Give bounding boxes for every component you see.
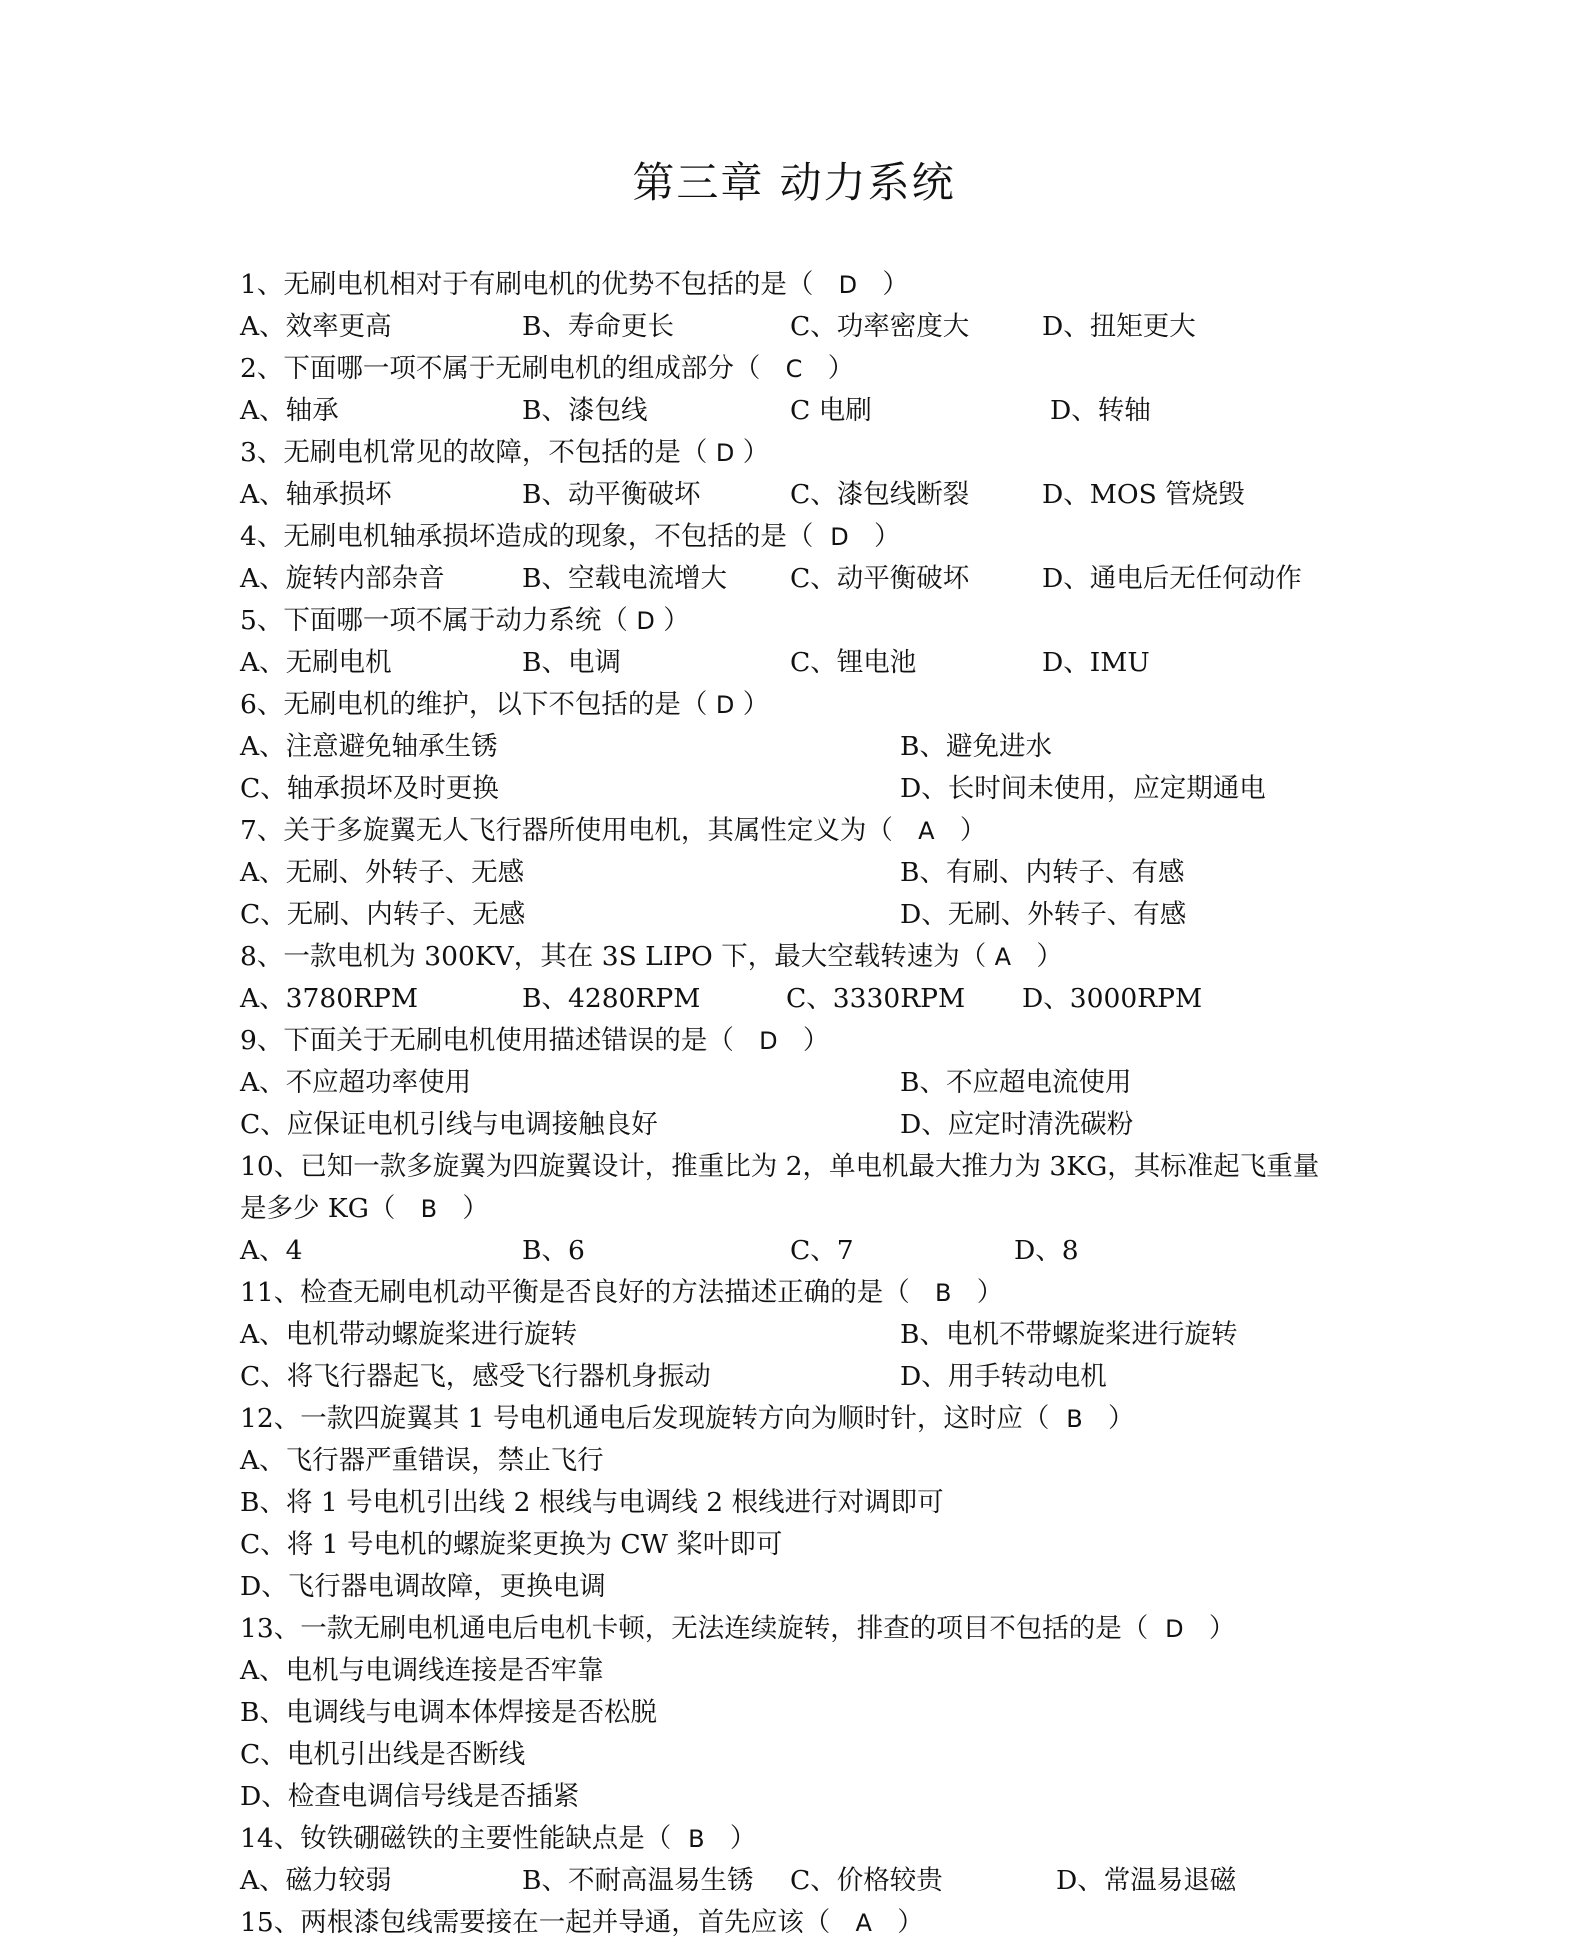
question-text: 1、无刷电机相对于有刷电机的优势不包括的是（ xyxy=(240,269,814,300)
option: B、电调 xyxy=(522,647,621,678)
option: A、无刷、外转子、无感 xyxy=(240,857,525,888)
option: B、漆包线 xyxy=(522,395,648,426)
option: C、价格较贵 xyxy=(790,1865,943,1896)
option: C、将 1 号电机的螺旋桨更换为 CW 桨叶即可 xyxy=(240,1529,783,1560)
option: C、无刷、内转子、无感 xyxy=(240,899,526,930)
option: D、3000RPM xyxy=(1022,983,1203,1014)
option: D、检查电调信号线是否插紧 xyxy=(240,1781,580,1812)
question-text: 6、无刷电机的维护，以下不包括的是（ xyxy=(240,689,708,720)
option: D、MOS 管烧毁 xyxy=(1042,479,1245,510)
close-paren: ） xyxy=(897,1907,924,1938)
answer: A xyxy=(918,817,935,845)
question-2 xyxy=(240,348,854,390)
option: D、无刷、外转子、有感 xyxy=(900,899,1187,930)
option: A、不应超功率使用 xyxy=(240,1067,472,1098)
answer: D xyxy=(830,523,849,551)
answer: B xyxy=(1066,1405,1083,1433)
option: B、避免进水 xyxy=(900,731,1052,762)
close-paren: ） xyxy=(663,605,690,636)
close-paren: ） xyxy=(882,269,909,300)
question-13 xyxy=(240,1608,1235,1650)
answer: D xyxy=(1165,1615,1184,1643)
option: A、旋转内部杂音 xyxy=(240,563,445,594)
question-10 xyxy=(240,1146,1319,1188)
option: A、注意避免轴承生锈 xyxy=(240,731,498,762)
option: D、通电后无任何动作 xyxy=(1042,563,1302,594)
option: A、电机与电调线连接是否牢靠 xyxy=(240,1655,604,1686)
option: B、电调线与电调本体焊接是否松脱 xyxy=(240,1697,657,1728)
close-paren: ） xyxy=(462,1193,489,1224)
option: C 电刷 xyxy=(790,395,872,426)
close-paren: ） xyxy=(729,1823,757,1854)
answer: D xyxy=(715,691,735,719)
option: C、电机引出线是否断线 xyxy=(240,1739,526,1770)
option: C、7 xyxy=(790,1235,854,1266)
option: D、长时间未使用，应定期通电 xyxy=(900,773,1266,804)
option: B、动平衡破坏 xyxy=(522,479,701,510)
option: B、6 xyxy=(522,1235,585,1266)
question-4 xyxy=(240,516,901,558)
option: C、应保证电机引线与电调接触良好 xyxy=(240,1109,658,1140)
option: B、4280RPM xyxy=(522,983,701,1014)
question-text: 15、两根漆包线需要接在一起并导通，首先应该（ xyxy=(240,1907,831,1938)
option: A、效率更高 xyxy=(240,311,392,342)
question-text: 11、检查无刷电机动平衡是否良好的方法描述正确的是（ xyxy=(240,1277,910,1308)
option: B、寿命更长 xyxy=(522,311,674,342)
option: A、飞行器严重错误，禁止飞行 xyxy=(240,1445,604,1476)
question-11 xyxy=(240,1272,1003,1314)
option: A、无刷电机 xyxy=(240,647,392,678)
option: C、将飞行器起飞，感受飞行器机身振动 xyxy=(240,1361,711,1392)
question-text: 3、无刷电机常见的故障，不包括的是（ xyxy=(240,437,708,468)
option: C、锂电池 xyxy=(790,647,917,678)
answer: D xyxy=(715,439,735,467)
question-14 xyxy=(240,1818,756,1860)
option: A、轴承 xyxy=(240,395,339,426)
close-paren: ） xyxy=(742,437,770,468)
option: D、飞行器电调故障，更换电调 xyxy=(240,1571,606,1602)
option: C、漆包线断裂 xyxy=(790,479,970,510)
option: C、3330RPM xyxy=(786,983,966,1014)
close-paren: ） xyxy=(1036,941,1063,972)
question-12 xyxy=(240,1398,1135,1440)
question-text: 是多少 KG（ xyxy=(240,1193,396,1224)
option: C、动平衡破坏 xyxy=(790,563,970,594)
question-text: 5、下面哪一项不属于动力系统（ xyxy=(240,605,628,636)
answer: A xyxy=(994,943,1012,971)
question-text: 4、无刷电机轴承损坏造成的现象，不包括的是（ xyxy=(240,521,814,552)
option: B、将 1 号电机引出线 2 根线与电调线 2 根线进行对调即可 xyxy=(240,1487,944,1518)
option: D、转轴 xyxy=(1050,395,1151,426)
answer: C xyxy=(785,355,803,383)
question-6 xyxy=(240,684,769,726)
option: A、4 xyxy=(240,1235,303,1266)
question-text: 9、下面关于无刷电机使用描述错误的是（ xyxy=(240,1025,734,1056)
option: B、空载电流增大 xyxy=(522,563,727,594)
close-paren: ） xyxy=(1208,1613,1236,1644)
question-text: 13、一款无刷电机通电后电机卡顿，无法连续旋转，排查的项目不包括的是（ xyxy=(240,1613,1149,1644)
question-text: 14、钕铁硼磁铁的主要性能缺点是（ xyxy=(240,1823,672,1854)
answer: B xyxy=(935,1279,952,1307)
option: B、不耐高温易生锈 xyxy=(522,1865,754,1896)
close-paren: ） xyxy=(742,689,770,720)
option: B、不应超电流使用 xyxy=(900,1067,1132,1098)
option: B、有刷、内转子、有感 xyxy=(900,857,1185,888)
close-paren: ） xyxy=(976,1277,1004,1308)
answer: B xyxy=(420,1195,438,1223)
option: C、轴承损坏及时更换 xyxy=(240,773,499,804)
option: A、轴承损坏 xyxy=(240,479,392,510)
answer: A xyxy=(855,1909,872,1937)
question-9 xyxy=(240,1020,829,1062)
option: C、功率密度大 xyxy=(790,311,970,342)
close-paren: ） xyxy=(827,353,855,384)
answer: D xyxy=(838,271,858,299)
question-7 xyxy=(240,810,986,852)
option: D、用手转动电机 xyxy=(900,1361,1107,1392)
option: D、8 xyxy=(1014,1235,1079,1266)
option: D、常温易退磁 xyxy=(1056,1865,1237,1896)
close-paren: ） xyxy=(802,1025,830,1056)
option: B、电机不带螺旋桨进行旋转 xyxy=(900,1319,1238,1350)
answer: B xyxy=(688,1825,705,1853)
option: A、磁力较弱 xyxy=(240,1865,392,1896)
close-paren: ） xyxy=(959,815,987,846)
close-paren: ） xyxy=(874,521,901,552)
question-text: 8、一款电机为 300KV，其在 3S LIPO 下，最大空载转速为（ xyxy=(240,941,987,972)
question-15 xyxy=(240,1902,924,1944)
question-text: 10、已知一款多旋翼为四旋翼设计，推重比为 2，单电机最大推力为 3KG，其标准起飞重量 xyxy=(240,1151,1320,1182)
option: D、应定时清洗碳粉 xyxy=(900,1109,1134,1140)
question-text: 12、一款四旋翼其 1 号电机通电后发现旋转方向为顺时针，这时应（ xyxy=(240,1403,1050,1434)
answer: D xyxy=(636,607,655,635)
question-8 xyxy=(240,936,1063,978)
question-3 xyxy=(240,432,769,474)
option: A、3780RPM xyxy=(240,983,418,1014)
question-1 xyxy=(240,264,909,306)
question-text: 2、下面哪一项不属于无刷电机的组成部分（ xyxy=(240,353,761,384)
page-title: 第三章 动力系统 xyxy=(632,158,956,207)
option: D、扭矩更大 xyxy=(1042,311,1196,342)
question-text: 7、关于多旋翼无人飞行器所使用电机，其属性定义为（ xyxy=(240,815,893,846)
option: D、IMU xyxy=(1042,647,1150,678)
question-10-cont xyxy=(240,1188,489,1230)
answer: D xyxy=(759,1027,778,1055)
close-paren: ） xyxy=(1108,1403,1135,1434)
option: A、电机带动螺旋桨进行旋转 xyxy=(240,1319,578,1350)
question-5 xyxy=(240,600,690,642)
